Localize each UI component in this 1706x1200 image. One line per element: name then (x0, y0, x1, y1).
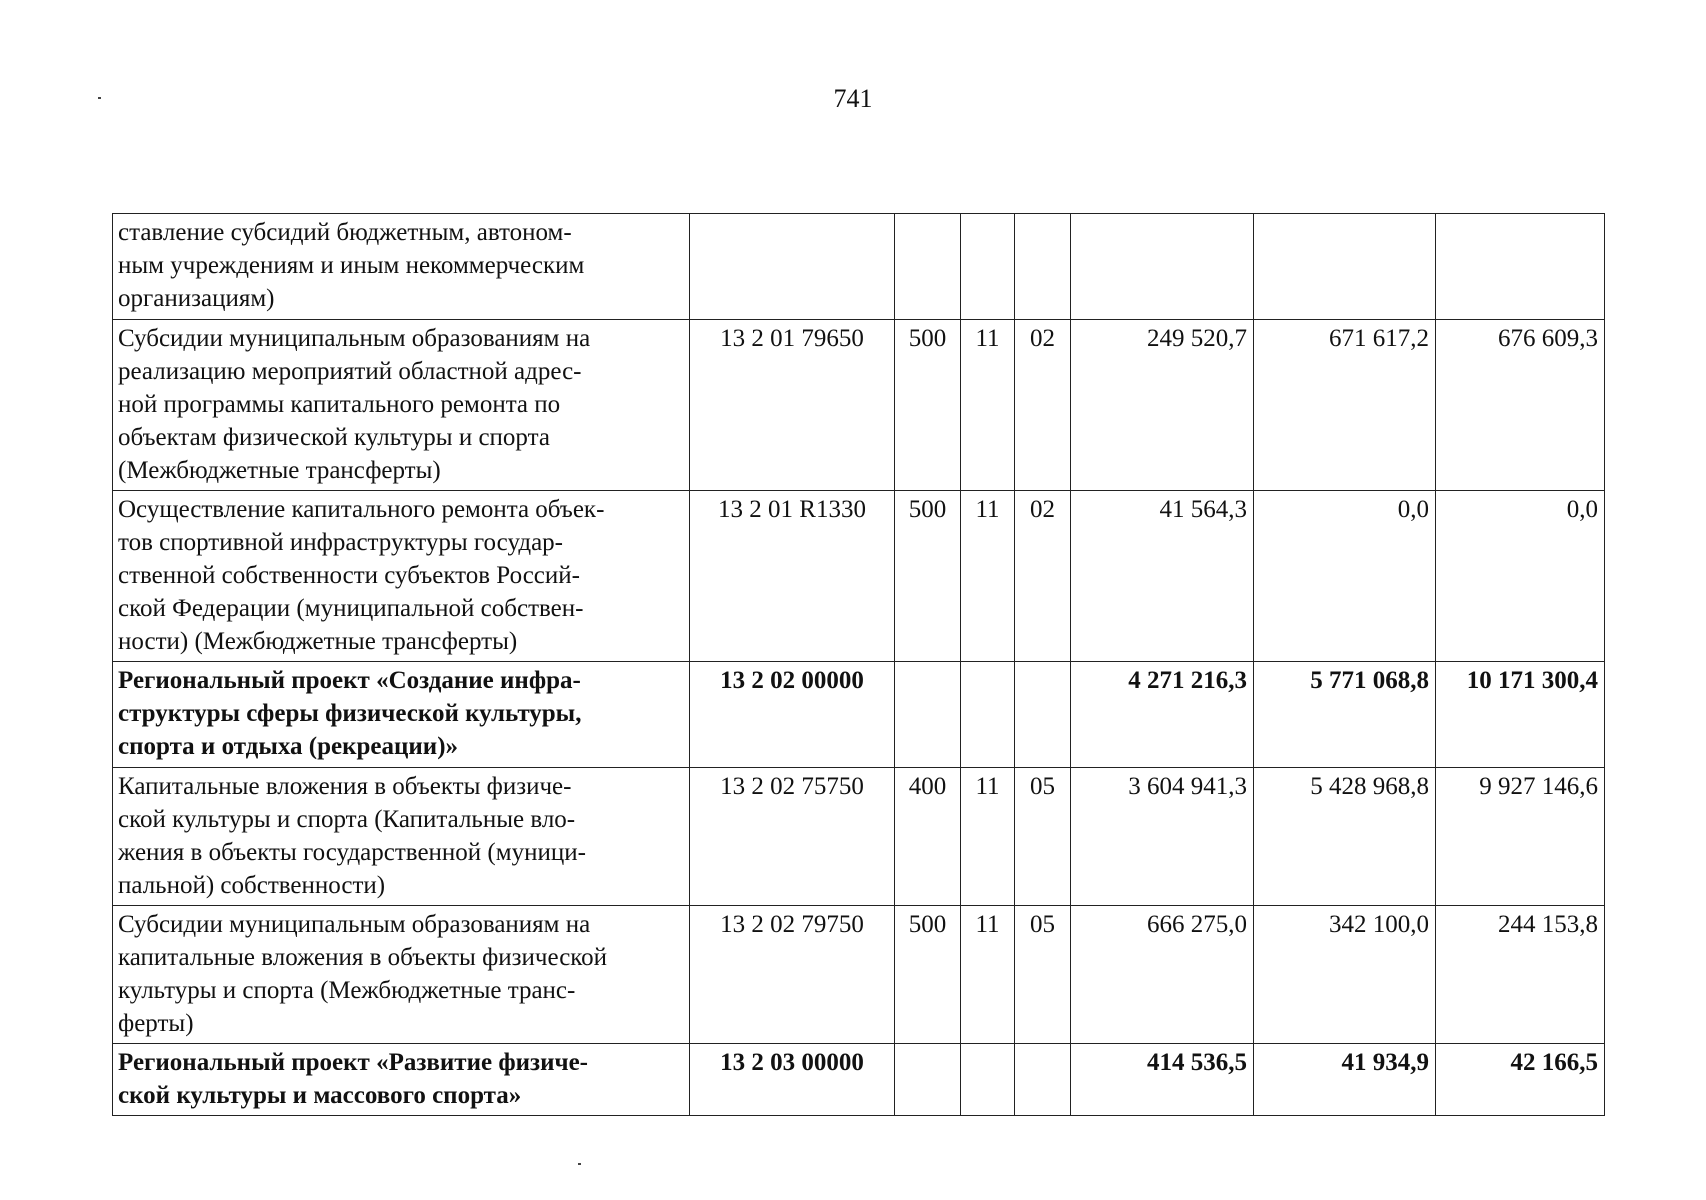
cell-sum-2: 342 100,0 (1254, 906, 1436, 1044)
table-row (113, 906, 1605, 1044)
cell-name-line: ставление субсидий бюджетным, автоном- (118, 219, 572, 246)
cell-code (690, 214, 895, 320)
cell-name-line: ферты) (118, 1010, 194, 1037)
cell-sum-1: 3 604 941,3 (1071, 768, 1254, 906)
cell-pr (1015, 662, 1071, 768)
cell-name-line: организациям) (118, 285, 275, 312)
cell-name-line: культуры и спорта (Межбюджетные транс- (118, 977, 576, 1004)
cell-sum-1: 4 271 216,3 (1071, 662, 1254, 768)
cell-sum-1: 414 536,5 (1071, 1044, 1254, 1116)
cell-sum-2: 671 617,2 (1254, 320, 1436, 491)
scan-speck (578, 1163, 581, 1165)
cell-name-line: ской культуры и спорта (Капитальные вло- (118, 806, 576, 833)
cell-name-line: структуры сферы физической культуры, (118, 700, 582, 727)
cell-code: 13 2 02 79750 (690, 906, 895, 1044)
cell-sum-3: 9 927 146,6 (1436, 768, 1605, 906)
cell-sum-1: 666 275,0 (1071, 906, 1254, 1044)
cell-sum-1: 41 564,3 (1071, 491, 1254, 662)
cell-name-line: ной программы капитального ремонта по (118, 391, 561, 418)
cell-sum-2: 41 934,9 (1254, 1044, 1436, 1116)
table-row (113, 1044, 1605, 1116)
cell-sum-1 (1071, 214, 1254, 320)
cell-code: 13 2 01 79650 (690, 320, 895, 491)
cell-vr: 500 (895, 491, 961, 662)
cell-name-line: ственной собственности субъектов Россий- (118, 562, 580, 589)
cell-name-line: Капитальные вложения в объекты физиче- (118, 773, 572, 800)
budget-table (112, 213, 1605, 1116)
cell-name-line: Региональный проект «Развитие физиче- (118, 1049, 589, 1076)
cell-pr: 05 (1015, 906, 1071, 1044)
cell-vr (895, 1044, 961, 1116)
cell-name (113, 320, 690, 491)
cell-sum-3: 244 153,8 (1436, 906, 1605, 1044)
cell-name (113, 662, 690, 768)
cell-name-line: реализацию мероприятий областной адрес- (118, 358, 582, 385)
cell-rz (961, 1044, 1015, 1116)
cell-name-line: Субсидии муниципальным образованиям на (118, 911, 591, 938)
cell-name-line: объектам физической культуры и спорта (118, 424, 550, 451)
cell-rz: 11 (961, 320, 1015, 491)
scan-speck (98, 97, 101, 99)
cell-name-line: Осуществление капитального ремонта объек- (118, 496, 605, 523)
table-row (113, 320, 1605, 491)
cell-sum-3: 42 166,5 (1436, 1044, 1605, 1116)
cell-code: 13 2 02 00000 (690, 662, 895, 768)
cell-rz: 11 (961, 491, 1015, 662)
cell-name-line: пальной) собственности) (118, 872, 386, 899)
cell-vr: 500 (895, 906, 961, 1044)
cell-name-line: ской культуры и массового спорта» (118, 1082, 522, 1109)
cell-name-line: ской Федерации (муниципальной собствен- (118, 595, 584, 622)
cell-name (113, 906, 690, 1044)
cell-sum-2: 5 771 068,8 (1254, 662, 1436, 768)
cell-pr: 02 (1015, 320, 1071, 491)
table-row (113, 214, 1605, 320)
cell-rz: 11 (961, 906, 1015, 1044)
cell-rz: 11 (961, 768, 1015, 906)
cell-vr: 400 (895, 768, 961, 906)
cell-code: 13 2 03 00000 (690, 1044, 895, 1116)
cell-name (113, 768, 690, 906)
table-row (113, 491, 1605, 662)
cell-name-line: спорта и отдыха (рекреации)» (118, 733, 459, 760)
cell-code: 13 2 01 R1330 (690, 491, 895, 662)
cell-sum-2: 5 428 968,8 (1254, 768, 1436, 906)
cell-name-line: капитальные вложения в объекты физической (118, 944, 608, 971)
cell-sum-2: 0,0 (1254, 491, 1436, 662)
table-row (113, 768, 1605, 906)
page-number: 741 (833, 84, 873, 113)
cell-pr (1015, 214, 1071, 320)
cell-vr (895, 214, 961, 320)
cell-pr: 02 (1015, 491, 1071, 662)
cell-name-line: тов спортивной инфраструктуры государ- (118, 529, 564, 556)
cell-name-line: Субсидии муниципальным образованиям на (118, 325, 591, 352)
cell-name-line: Региональный проект «Создание инфра- (118, 667, 581, 694)
cell-rz (961, 214, 1015, 320)
table-row (113, 662, 1605, 768)
cell-vr: 500 (895, 320, 961, 491)
cell-name (113, 1044, 690, 1116)
cell-name-line: ности) (Межбюджетные трансферты) (118, 628, 518, 655)
cell-name-line: жения в объекты государственной (муници- (118, 839, 586, 866)
cell-sum-3: 10 171 300,4 (1436, 662, 1605, 768)
cell-pr: 05 (1015, 768, 1071, 906)
cell-code: 13 2 02 75750 (690, 768, 895, 906)
cell-name (113, 491, 690, 662)
cell-sum-3: 676 609,3 (1436, 320, 1605, 491)
cell-name-line: (Межбюджетные трансферты) (118, 457, 441, 484)
cell-sum-2 (1254, 214, 1436, 320)
table-body (113, 214, 1605, 1116)
cell-sum-1: 249 520,7 (1071, 320, 1254, 491)
cell-name-line: ным учреждениям и иным некоммерческим (118, 252, 585, 279)
cell-sum-3: 0,0 (1436, 491, 1605, 662)
cell-sum-3 (1436, 214, 1605, 320)
cell-name (113, 214, 690, 320)
cell-vr (895, 662, 961, 768)
cell-rz (961, 662, 1015, 768)
cell-pr (1015, 1044, 1071, 1116)
